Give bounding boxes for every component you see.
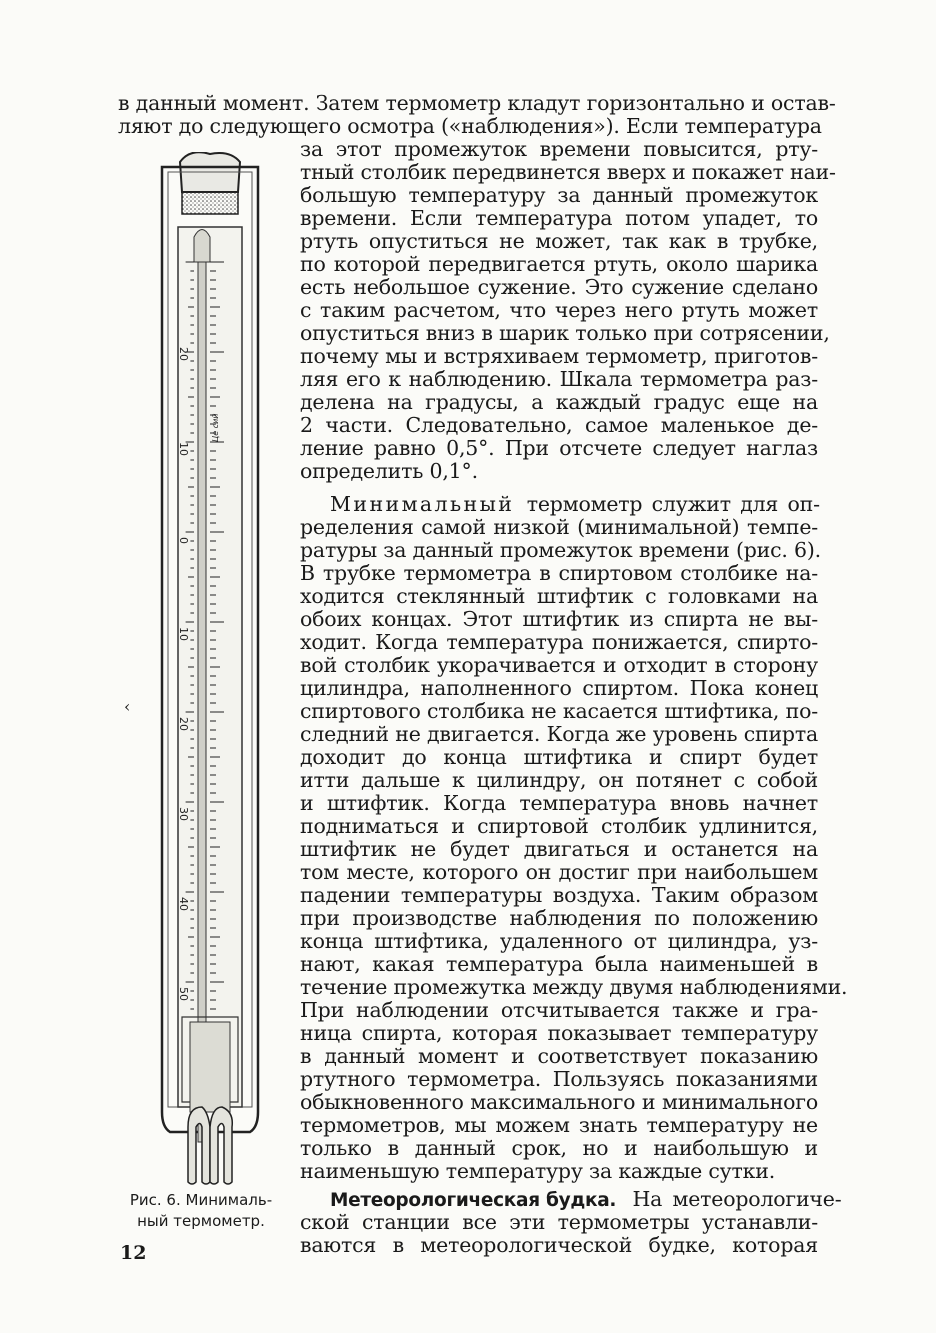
text-line: определить 0,1°. [300,459,478,483]
text-line: доходит до конца штифтика и спирт будет [300,745,818,769]
scale-label: 10 [177,627,190,641]
text-line: обоих концах. Этот штифтик из спирта не вы- [300,607,818,631]
text-line: ртуть опуститься не может, так как в трубке, [300,229,818,253]
paragraph-start [330,493,818,515]
scale-label: 20 [177,717,190,731]
text-line: в данный момент и соответствует показанию [300,1044,818,1068]
text-line: конца штифтика, удаленного от цилиндра, уз- [300,929,818,953]
emphasis-term: Минимальный [330,492,515,516]
scale-label: 40 [177,897,190,911]
text-line: наименьшую температуру за каждые сутки. [300,1159,776,1183]
text-line: ляя его к наблюдению. Шкала термометра раз- [300,367,818,391]
text-line: итти дальше к цилиндру, он потянет с собой [300,768,818,792]
caption-line: Рис. 6. Минималь- [129,1191,273,1209]
fork-bulb-right [210,1107,232,1184]
text-line: вой столбик укорачивается и отходит в сторону [300,653,818,677]
scale-label: 10 [177,442,190,456]
capillary-top [194,230,210,263]
text-line: ница спирта, которая показывает температуру [300,1021,818,1045]
text-line: ление равно 0,5°. При отсчете следует наглаз [300,436,818,460]
text-line: ртутного термометра. Пользуясь показаниями [300,1067,818,1091]
text-line: времени. Если температура потом упадет, то [300,206,818,230]
thermometer-cork [182,192,238,214]
text-line: ходится стеклянный штифтик с головками на [300,584,818,608]
text-line: в данный момент. Затем термометр кладут горизонтально и остав- [118,91,836,115]
thermometer-figure [150,152,270,1187]
text-line: за этот промежуток времени повысится, рту- [300,137,818,161]
capillary-tube [198,232,206,1142]
text-line: подниматься и спиртовой столбик удлинится, [300,814,818,838]
text-line: спиртового столбика не касается штифтика, по- [300,699,818,723]
text-line: падении температуры воздуха. Таким образом [300,883,818,907]
text-line: и штифтик. Когда температура вновь начнет [300,791,818,815]
text-line: течение промежутка между двумя наблюдениями. [300,975,848,999]
text-line: термометров, мы можем знать температуру не [300,1113,818,1137]
text-line: большую температуру за данный промежуток [300,183,818,207]
figure-caption [112,1190,290,1232]
text-line: делена на градусы, а каждый градус еще на [300,390,818,414]
text-fragment: На метеорологиче- [632,1187,842,1211]
page-number: 12 [120,1242,147,1264]
text-line: опуститься вниз в шарик только при сотрясении, [300,321,830,345]
text-line: по которой передвигается ртуть, около шарика [300,252,818,276]
text-line: почему мы и встряхиваем термометр, приготов- [300,344,818,368]
text-line: следний не двигается. Когда же уровень спирта [300,722,818,746]
text-line: 2 части. Следовательно, самое маленькое де- [300,413,818,437]
text-line: ходит. Когда температура понижается, спирто- [300,630,818,654]
text-line: с таким расчетом, что через него ртуть может [300,298,818,322]
text-line: ской станции все эти термометры устанавли- [300,1210,818,1234]
scale-label: 0 [177,537,190,544]
fork-bulb-left [188,1107,210,1184]
maker-stamp: Це сий [211,413,220,442]
bulb-cylinder [190,1022,230,1112]
text-line: штифтик не будет двигаться и останется на [300,837,818,861]
section-heading-line [330,1187,842,1212]
section-heading: Метеорологическая будка. [330,1190,617,1211]
scale-label: 20 [177,347,190,361]
scale-label: 50 [177,987,190,1001]
stray-mark: ‹ [124,697,131,716]
text-line: только в данный срок, но и наибольшую и [300,1136,818,1160]
text-line: обыкновенного максимального и минимального [300,1090,818,1114]
text-line: ляют до следующего осмотра («наблюдения»). Если температура [118,114,822,138]
caption-line: ный термометр. [137,1212,265,1230]
text-line: тный столбик передвинется вверх и покажет наи- [300,160,836,184]
text-line: ределения самой низкой (минимальной) темпе- [300,515,818,539]
text-line: ваются в метеорологической будке, которая [300,1233,818,1257]
text-line: при производстве наблюдения по положению [300,906,818,930]
text-line: том месте, которого он достиг при наибольшем [300,860,818,884]
text-line: В трубке термометра в спиртовом столбике на- [300,561,818,585]
text-line: цилиндра, наполненного спиртом. Пока конец [300,676,818,700]
text-line: При наблюдении отсчитывается также и гра- [300,998,818,1022]
scale-label: 30 [177,807,190,821]
text-fragment: термометр служит для оп- [526,492,820,516]
text-line: ратуры за данный промежуток времени (рис. 6). [300,538,821,562]
text-line: нают, какая температура была наименьшей в [300,952,818,976]
text-line: есть небольшое сужение. Это сужение сделано [300,275,818,299]
